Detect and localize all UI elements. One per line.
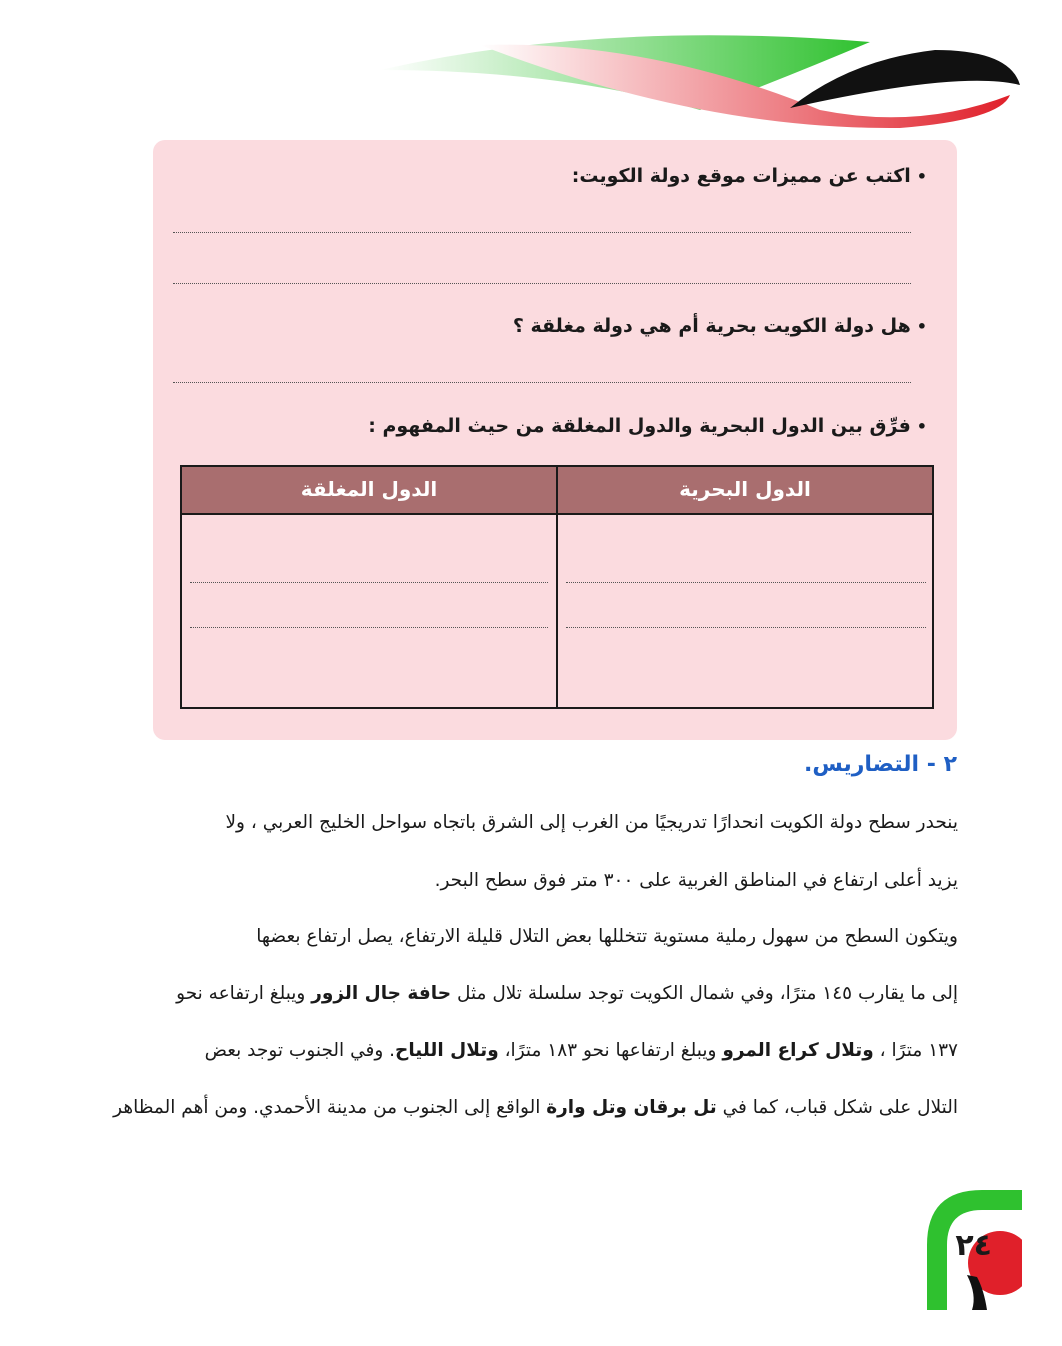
bullet-icon: • (916, 317, 927, 336)
question-3 (368, 415, 927, 437)
table-header-landlocked: الدول المغلقة (182, 467, 556, 513)
answer-line[interactable] (173, 283, 911, 284)
answer-line[interactable] (190, 627, 548, 628)
table-header-maritime: الدول البحرية (558, 467, 932, 513)
page-number: ٢٤ (955, 1228, 992, 1263)
question-text: فرِّق بين الدول البحرية والدول المغلقة من حيث المفهوم : (368, 415, 911, 437)
text-span: الواقع إلى الجنوب من مدينة الأحمدي. ومن أهم المظاهر (113, 1097, 541, 1118)
comparison-table (180, 465, 934, 709)
paragraph-line (150, 1040, 958, 1061)
section-heading: ٢ - التضاريس. (804, 752, 957, 777)
paragraph-line: ينحدر سطح دولة الكويت انحدارًا تدريجيًا من الغرب إلى الشرق باتجاه سواحل الخليج العربي ، ولا (225, 812, 958, 833)
question-1 (572, 165, 927, 187)
question-text: هل دولة الكويت بحرية أم هي دولة مغلقة ؟ (512, 315, 911, 337)
question-2 (513, 315, 927, 337)
place-name: وتلال اللياح (395, 1040, 499, 1061)
answer-line[interactable] (173, 232, 911, 233)
answer-line[interactable] (190, 582, 548, 583)
answer-line[interactable] (173, 382, 911, 383)
text-span: ويبلغ ارتفاعه نحو (176, 983, 306, 1004)
paragraph-line: ويتكون السطح من سهول رملية مستوية تتخللها بعض التلال قليلة الارتفاع، يصل ارتفاع بعضها (256, 926, 958, 947)
text-span: . وفي الجنوب توجد بعض (204, 1040, 396, 1061)
exercise-box (153, 140, 957, 740)
question-text: اكتب عن مميزات موقع دولة الكويت: (571, 165, 911, 187)
paragraph-line (150, 983, 958, 1004)
place-name: تل برقان وتل وارة (546, 1097, 717, 1118)
text-span: ويبلغ ارتفاعها نحو ١٨٣ مترًا، (504, 1040, 717, 1061)
answer-line[interactable] (566, 582, 926, 583)
paragraph-line: يزيد أعلى ارتفاع في المناطق الغربية على ٣٠٠ متر فوق سطح البحر. (434, 870, 958, 891)
text-span: التلال على شكل قباب، كما في (722, 1097, 958, 1118)
place-name: حافة جال الزور (311, 983, 452, 1004)
answer-line[interactable] (566, 627, 926, 628)
flag-swoosh-decoration (0, 0, 1062, 140)
bullet-icon: • (916, 167, 927, 186)
bullet-icon: • (916, 417, 927, 436)
text-span: إلى ما يقارب ١٤٥ مترًا، وفي شمال الكويت توجد سلسلة تلال مثل (456, 983, 958, 1004)
paragraph-line (113, 1097, 958, 1118)
table-divider (556, 467, 558, 707)
text-span: ١٣٧ مترًا ، (879, 1040, 958, 1061)
place-name: وتلال كراع المرو (722, 1040, 874, 1061)
table-divider (182, 513, 932, 515)
